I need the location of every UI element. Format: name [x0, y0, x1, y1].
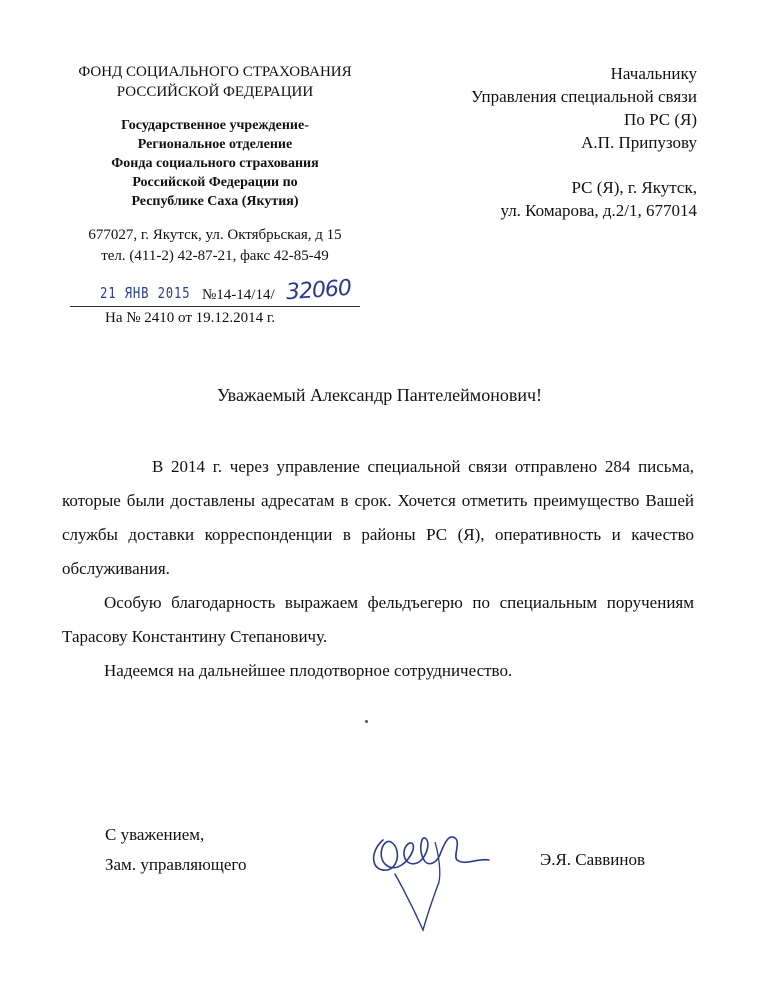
closing-phrase: С уважением,	[105, 825, 205, 844]
sender-branch-line1: Государственное учреждение-	[121, 118, 309, 133]
recipient-address1: РС (Я), г. Якутск,	[571, 178, 697, 197]
in-reply-to: На № 2410 от 19.12.2014 г.	[105, 310, 276, 326]
greeting: Уважаемый Александр Пантелеймонович!	[216, 385, 543, 405]
recipient-spacer	[471, 154, 697, 176]
sender-branch	[40, 116, 390, 211]
recipient-line1: Начальнику	[610, 64, 697, 83]
recipient-block	[471, 62, 697, 222]
recipient-line3: По РС (Я)	[624, 110, 697, 129]
sender-address: 677027, г. Якутск, ул. Октябрьская, д 15	[88, 227, 342, 243]
sender-org-line2: РОССИЙСКОЙ ФЕДЕРАЦИИ	[116, 84, 314, 100]
sender-branch-line5: Республике Саха (Якутия)	[131, 194, 299, 209]
sender-contacts	[40, 225, 390, 267]
signer-name: Э.Я. Саввинов	[540, 850, 645, 869]
sender-block	[40, 62, 390, 267]
body-paragraph-1: В 2014 г. через управление специальной связи отправлено 284 письма, которые были доставлены адресатам в срок. Хочется отметить преимущество Вашей службы доставки корреспонденции в районы РС (Я), оперативность и качество обслуживания.	[62, 457, 694, 578]
recipient-line4: А.П. Припузову	[581, 133, 697, 152]
sender-branch-line4: Российской Федерации по	[132, 175, 298, 190]
sender-branch-line3: Фонда социального страхования	[111, 156, 319, 171]
letter-body	[62, 450, 694, 688]
signer-position: Зам. управляющего	[105, 855, 247, 874]
recipient-line2: Управления специальной связи	[470, 87, 697, 106]
sender-branch-line2: Региональное отделение	[137, 137, 293, 152]
sender-phone: тел. (411-2) 42-87-21, факс 42-85-49	[101, 248, 329, 264]
registration-number-prefix: №14-14/14/	[202, 287, 275, 303]
handwritten-registration-number: 32060	[285, 275, 352, 306]
ink-speck	[365, 720, 368, 723]
sender-org-line1: ФОНД СОЦИАЛЬНОГО СТРАХОВАНИЯ	[78, 64, 352, 80]
registration-underline	[70, 306, 360, 307]
body-paragraph-3: Надеемся на дальнейшее плодотворное сотрудничество.	[104, 661, 513, 680]
closing-block	[105, 820, 246, 880]
handwritten-signature	[365, 812, 495, 942]
body-paragraph-2: Особую благодарность выражаем фельдъегерю по специальным поручениям Тарасову Константину Степановичу.	[62, 593, 694, 646]
date-stamp: 21 ЯНВ 2015	[100, 284, 191, 302]
recipient-address2: ул. Комарова, д.2/1, 677014	[500, 201, 697, 220]
